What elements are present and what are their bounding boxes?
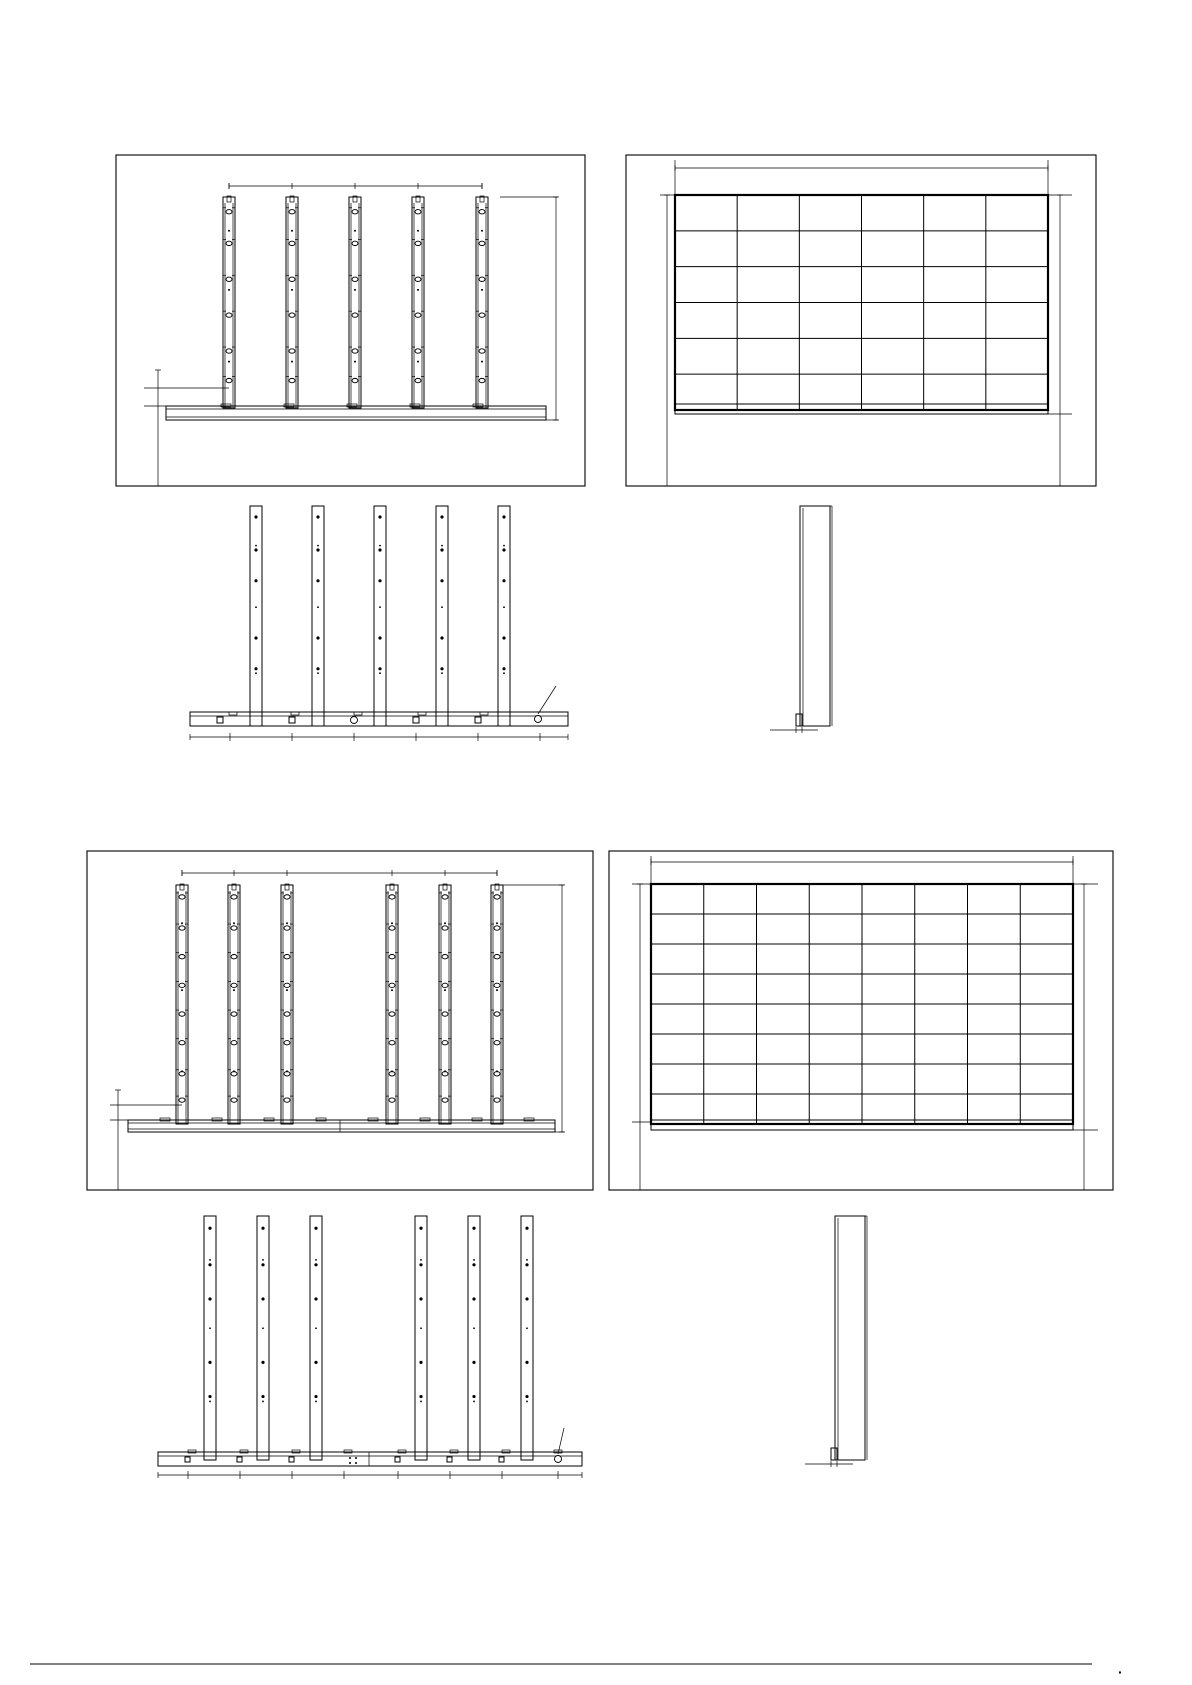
rear-bolt-dot: [440, 579, 443, 582]
rear-upright-rail: [204, 1216, 216, 1460]
rear-rivet-dot: [420, 1259, 422, 1261]
view-5rail-panel-elevation: [626, 155, 1096, 486]
rear-bolt-dot: [525, 1227, 528, 1230]
mounting-slot: [231, 895, 237, 899]
view-5rail-side-section: [770, 506, 832, 733]
rear-bolt-dot: [314, 1297, 317, 1300]
rear-bolt-dot: [316, 579, 319, 582]
rear-rivet-dot: [255, 606, 257, 608]
rear-rivet-dot: [473, 1327, 475, 1329]
side-section: [805, 1216, 867, 1467]
rear-bolt-dot: [261, 1227, 264, 1230]
rear-upright-outline: [436, 506, 448, 726]
rear-bolt-dot: [472, 1297, 475, 1300]
view-frame: [87, 851, 593, 1190]
rear-upright-rail: [415, 1216, 427, 1460]
rear-upright-outline: [374, 506, 386, 726]
mounting-slot: [479, 277, 485, 281]
rear-slot: [237, 1457, 242, 1462]
rear-bolt-dot: [378, 667, 381, 670]
rear-rivet-dot: [526, 1401, 528, 1403]
leader-line: [538, 686, 556, 714]
rivet-dot: [391, 1070, 393, 1072]
mounting-slot: [179, 983, 185, 987]
rear-bolt-dot: [314, 1263, 317, 1266]
rivet-dot: [391, 922, 393, 924]
rear-rivet-dot: [441, 606, 443, 608]
rear-rivet-dot: [255, 545, 257, 547]
rivet-dot: [417, 361, 419, 363]
rivet-dot: [444, 922, 446, 924]
rear-bolt-dot: [440, 548, 443, 551]
upright-rail: [223, 196, 235, 408]
rear-bolt-dot: [378, 636, 381, 639]
mounting-slot: [179, 895, 185, 899]
rear-bolt-dot: [316, 548, 319, 551]
rear-rivet-dot: [315, 1259, 317, 1261]
rear-rivet-dot: [317, 672, 319, 674]
mounting-slot: [289, 241, 295, 245]
rear-bolt-dot: [440, 636, 443, 639]
mounting-slot: [179, 926, 185, 930]
upright-rail: [491, 884, 503, 1124]
rear-upright-outline: [204, 1216, 216, 1460]
rear-upright-outline: [310, 1216, 322, 1460]
rear-bolt-dot: [378, 548, 381, 551]
mounting-slot: [352, 349, 358, 353]
rear-bolt-dot: [419, 1297, 422, 1300]
rear-slot: [217, 717, 223, 723]
view-6rail-panel-elevation: [609, 851, 1113, 1190]
rear-rivet-dot: [473, 1401, 475, 1403]
rear-upright-rail: [374, 506, 386, 726]
rivet-dot: [228, 361, 230, 363]
upright-rail: [386, 884, 398, 1124]
view-6rail-front-elevation: [87, 851, 593, 1190]
panel-array: [675, 195, 1048, 410]
rivet-dot: [391, 989, 393, 991]
view-5rail-rear-elevation: [190, 506, 568, 741]
rear-rivet-dot: [441, 672, 443, 674]
view-6rail-side-section: [805, 1216, 867, 1467]
splice-dot: [355, 1462, 357, 1464]
rear-bolt-dot: [208, 1263, 211, 1266]
page-corner-mark: ·: [1118, 1664, 1123, 1680]
rear-bolt-dot: [254, 579, 257, 582]
mounting-slot: [179, 955, 185, 959]
rear-bolt-dot: [378, 579, 381, 582]
rear-upright-outline: [521, 1216, 533, 1460]
mounting-slot: [494, 1012, 500, 1016]
rivet-dot: [444, 989, 446, 991]
mounting-slot: [415, 349, 421, 353]
rear-base-rail: [190, 712, 568, 726]
mounting-slot: [179, 1098, 185, 1102]
rear-upright-rail: [257, 1216, 269, 1460]
rear-slot: [475, 717, 481, 723]
rear-bolt-dot: [254, 515, 257, 518]
mounting-slot: [284, 983, 290, 987]
mounting-slot: [231, 983, 237, 987]
rear-rivet-dot: [209, 1259, 211, 1261]
rivet-dot: [233, 922, 235, 924]
rear-rivet-dot: [526, 1259, 528, 1261]
rear-bolt-dot: [440, 667, 443, 670]
rear-rivet-dot: [441, 545, 443, 547]
mounting-slot: [231, 955, 237, 959]
mounting-slot: [226, 277, 232, 281]
view-6rail-rear-elevation: [158, 1216, 582, 1479]
upright-rail: [228, 884, 240, 1124]
mounting-slot: [352, 313, 358, 317]
rear-rivet-dot: [503, 606, 505, 608]
mounting-slot: [226, 378, 232, 382]
rear-bolt-dot: [525, 1395, 528, 1398]
rivet-dot: [417, 230, 419, 232]
rear-bolt-dot: [314, 1395, 317, 1398]
rear-bolt-dot: [208, 1395, 211, 1398]
mounting-slot: [231, 1041, 237, 1045]
mounting-slot: [289, 378, 295, 382]
mounting-slot: [289, 349, 295, 353]
rear-bolt-dot: [254, 636, 257, 639]
ground-lug: [555, 1456, 562, 1463]
rivet-dot: [233, 1070, 235, 1072]
rear-upright-rail: [468, 1216, 480, 1460]
rivet-dot: [228, 289, 230, 291]
upright-rail: [281, 884, 293, 1124]
rivet-dot: [286, 1070, 288, 1072]
rear-upright-outline: [468, 1216, 480, 1460]
rivet-dot: [444, 1070, 446, 1072]
rivet-dot: [354, 289, 356, 291]
mounting-slot: [389, 1098, 395, 1102]
rear-bolt-dot: [419, 1395, 422, 1398]
mounting-slot: [389, 955, 395, 959]
rear-slot: [395, 1457, 400, 1462]
rivet-dot: [291, 361, 293, 363]
rear-bolt-dot: [502, 548, 505, 551]
rear-rivet-dot: [503, 672, 505, 674]
rear-slot: [289, 717, 295, 723]
rear-rivet-dot: [262, 1259, 264, 1261]
rear-bolt-dot: [316, 636, 319, 639]
upright-rail: [176, 884, 188, 1124]
rear-bolt-dot: [208, 1227, 211, 1230]
mounting-slot: [415, 378, 421, 382]
mounting-slot: [284, 926, 290, 930]
rear-slot: [413, 717, 419, 723]
rear-slot: [447, 1457, 452, 1462]
rear-rivet-dot: [526, 1327, 528, 1329]
rear-bolt-dot: [419, 1361, 422, 1364]
rear-bolt-dot: [314, 1361, 317, 1364]
upright-rail: [412, 196, 424, 408]
mounting-slot: [226, 210, 232, 214]
rear-bolt-dot: [261, 1395, 264, 1398]
upright-rail: [439, 884, 451, 1124]
rivet-dot: [181, 922, 183, 924]
rear-rivet-dot: [503, 545, 505, 547]
rivet-dot: [181, 989, 183, 991]
splice-dot: [349, 1457, 351, 1459]
mounting-slot: [415, 277, 421, 281]
rear-bolt-dot: [378, 515, 381, 518]
rear-rivet-dot: [379, 672, 381, 674]
mounting-slot: [226, 349, 232, 353]
drain-hole: [351, 717, 358, 724]
rear-bolt-dot: [419, 1263, 422, 1266]
clamp-profile: [796, 714, 802, 726]
rear-bolt-dot: [502, 515, 505, 518]
rear-bolt-dot: [419, 1227, 422, 1230]
rear-bolt-dot: [254, 548, 257, 551]
rivet-dot: [481, 289, 483, 291]
rivet-dot: [233, 989, 235, 991]
rear-upright-outline: [498, 506, 510, 726]
rivet-dot: [354, 230, 356, 232]
rear-bolt-dot: [261, 1361, 264, 1364]
rear-slot: [185, 1457, 190, 1462]
rear-rivet-dot: [209, 1327, 211, 1329]
rear-upright-rail: [312, 506, 324, 726]
mounting-slot: [479, 241, 485, 245]
mounting-slot: [389, 926, 395, 930]
rear-bolt-dot: [254, 667, 257, 670]
rivet-dot: [286, 922, 288, 924]
rear-upright-outline: [257, 1216, 269, 1460]
rear-bolt-dot: [472, 1227, 475, 1230]
rear-rivet-dot: [379, 606, 381, 608]
mounting-slot: [226, 313, 232, 317]
rear-upright-rail: [498, 506, 510, 726]
rear-bolt-dot: [208, 1297, 211, 1300]
clamp-profile: [831, 1448, 837, 1460]
mounting-slot: [442, 1012, 448, 1016]
rear-bolt-dot: [208, 1361, 211, 1364]
ground-lug: [535, 716, 542, 723]
rear-rivet-dot: [317, 606, 319, 608]
mounting-slot: [352, 241, 358, 245]
mounting-slot: [415, 241, 421, 245]
rear-upright-outline: [312, 506, 324, 726]
mounting-slot: [284, 895, 290, 899]
mounting-slot: [231, 926, 237, 930]
rear-rivet-dot: [262, 1401, 264, 1403]
mounting-slot: [494, 983, 500, 987]
mounting-slot: [442, 895, 448, 899]
upright-rail: [476, 196, 488, 408]
rivet-dot: [496, 1070, 498, 1072]
mounting-slot: [284, 1098, 290, 1102]
mounting-slot: [494, 955, 500, 959]
mounting-slot: [231, 1098, 237, 1102]
rivet-dot: [291, 230, 293, 232]
rivet-dot: [496, 989, 498, 991]
mounting-slot: [442, 1041, 448, 1045]
mounting-slot: [284, 1012, 290, 1016]
rear-upright-rail: [250, 506, 262, 726]
rear-upright-rail: [436, 506, 448, 726]
rear-bolt-dot: [525, 1361, 528, 1364]
rear-bolt-dot: [316, 667, 319, 670]
mounting-slot: [289, 277, 295, 281]
rear-rivet-dot: [420, 1327, 422, 1329]
rear-bolt-dot: [502, 667, 505, 670]
mounting-slot: [442, 1098, 448, 1102]
rear-slot: [499, 1457, 504, 1462]
rivet-dot: [481, 361, 483, 363]
rear-bolt-dot: [261, 1263, 264, 1266]
panel-side-outline: [800, 506, 830, 726]
rear-upright-outline: [415, 1216, 427, 1460]
rivet-dot: [291, 289, 293, 291]
rear-bolt-dot: [525, 1263, 528, 1266]
mounting-slot: [494, 1098, 500, 1102]
splice-dot: [355, 1457, 357, 1459]
rear-rivet-dot: [315, 1401, 317, 1403]
mounting-slot: [415, 313, 421, 317]
mounting-slot: [479, 313, 485, 317]
side-section: [770, 506, 832, 733]
mounting-slot: [352, 378, 358, 382]
rear-bolt-dot: [472, 1395, 475, 1398]
mounting-slot: [389, 983, 395, 987]
rear-upright-outline: [250, 506, 262, 726]
mounting-slot: [284, 1041, 290, 1045]
rear-bolt-dot: [502, 579, 505, 582]
rear-rivet-dot: [473, 1259, 475, 1261]
mounting-slot: [442, 983, 448, 987]
mounting-slot: [179, 1041, 185, 1045]
mounting-slot: [352, 277, 358, 281]
rivet-dot: [228, 230, 230, 232]
mounting-slot: [442, 926, 448, 930]
rear-bolt-dot: [502, 636, 505, 639]
rear-rivet-dot: [420, 1401, 422, 1403]
rear-bolt-dot: [261, 1297, 264, 1300]
mounting-slot: [389, 895, 395, 899]
rear-bolt-dot: [314, 1227, 317, 1230]
mounting-slot: [479, 378, 485, 382]
panel-array: [651, 884, 1073, 1124]
view-frame: [609, 851, 1113, 1190]
mounting-slot: [289, 313, 295, 317]
mounting-slot: [389, 1012, 395, 1016]
mounting-slot: [479, 349, 485, 353]
mounting-slot: [284, 955, 290, 959]
rear-bolt-dot: [316, 515, 319, 518]
rear-base-rail: [158, 1452, 582, 1466]
mounting-slot: [352, 210, 358, 214]
rear-bolt-dot: [440, 515, 443, 518]
mounting-slot: [289, 210, 295, 214]
mounting-slot: [226, 241, 232, 245]
rear-rivet-dot: [317, 545, 319, 547]
mounting-slot: [442, 955, 448, 959]
rear-rivet-dot: [379, 545, 381, 547]
mounting-slot: [494, 926, 500, 930]
mounting-slot: [494, 1041, 500, 1045]
splice-dot: [349, 1462, 351, 1464]
rear-bolt-dot: [472, 1263, 475, 1266]
upright-rail: [349, 196, 361, 408]
mounting-slot: [389, 1041, 395, 1045]
rear-bolt-dot: [472, 1361, 475, 1364]
mounting-slot: [179, 1012, 185, 1016]
view-frame: [116, 155, 585, 486]
rear-upright-rail: [310, 1216, 322, 1460]
rear-rivet-dot: [255, 672, 257, 674]
rear-upright-rail: [521, 1216, 533, 1460]
rear-slot: [289, 1457, 294, 1462]
rivet-dot: [417, 289, 419, 291]
rivet-dot: [354, 361, 356, 363]
panel-side-outline: [835, 1216, 865, 1460]
rivet-dot: [496, 922, 498, 924]
rear-rivet-dot: [315, 1327, 317, 1329]
rivet-dot: [181, 1070, 183, 1072]
mounting-slot: [494, 895, 500, 899]
rear-bolt-dot: [525, 1297, 528, 1300]
view-5rail-front-elevation: [116, 155, 585, 486]
mounting-slot: [231, 1012, 237, 1016]
rivet-dot: [481, 230, 483, 232]
rear-rivet-dot: [262, 1327, 264, 1329]
rivet-dot: [286, 989, 288, 991]
mounting-slot: [479, 210, 485, 214]
mounting-slot: [415, 210, 421, 214]
rear-rivet-dot: [209, 1401, 211, 1403]
upright-rail: [286, 196, 298, 408]
